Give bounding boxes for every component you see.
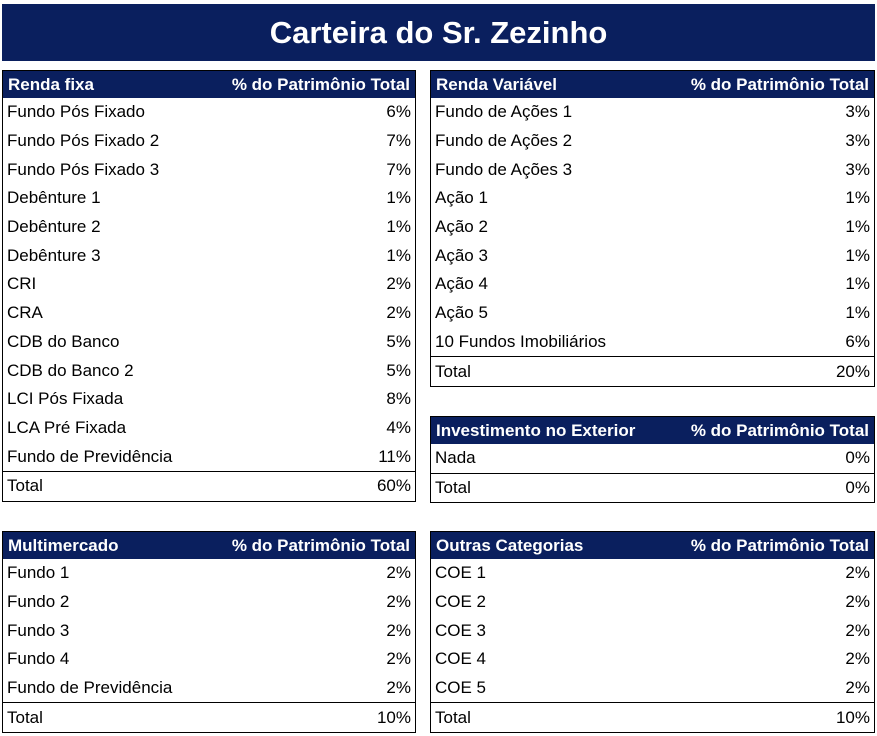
table-row — [3, 414, 415, 443]
row-percent: 2% — [386, 678, 411, 698]
row-percent: 2% — [845, 620, 870, 640]
row-name: CRA — [7, 303, 43, 323]
row-name: Ação 4 — [435, 274, 488, 294]
table-header — [431, 532, 874, 559]
row-name: Debênture 2 — [7, 217, 101, 237]
row-percent: 2% — [386, 274, 411, 294]
row-percent: 2% — [386, 563, 411, 583]
row-percent: 6% — [386, 102, 411, 122]
row-percent: 2% — [386, 592, 411, 612]
total-label: Total — [7, 476, 43, 496]
row-percent: 1% — [386, 245, 411, 265]
row-percent: 7% — [386, 131, 411, 151]
total-row — [3, 471, 415, 501]
row-percent: 3% — [845, 159, 870, 179]
table-row — [3, 213, 415, 242]
row-percent: 2% — [386, 649, 411, 669]
table-header — [431, 71, 874, 98]
table-row — [3, 184, 415, 213]
column-header-percent: % do Patrimônio Total — [231, 74, 410, 94]
table-header — [3, 71, 415, 98]
column-header-percent: % do Patrimônio Total — [690, 74, 869, 94]
table-row — [3, 270, 415, 299]
row-name: Ação 1 — [435, 188, 488, 208]
table-header-label: Outras Categorias — [436, 535, 584, 555]
row-name: Fundo 4 — [7, 649, 70, 669]
row-percent: 1% — [845, 188, 870, 208]
table-header — [3, 532, 415, 559]
row-name: Fundo de Ações 1 — [435, 102, 573, 122]
row-name: Fundo 2 — [7, 592, 70, 612]
table-header-label: Multimercado — [8, 535, 119, 555]
table-row — [431, 616, 874, 645]
row-name: Fundo 3 — [7, 620, 70, 640]
column-header-percent: % do Patrimônio Total — [690, 535, 869, 555]
row-name: CRI — [7, 274, 37, 294]
table-row — [3, 559, 415, 588]
row-percent: 2% — [845, 678, 870, 698]
table-row — [3, 588, 415, 617]
total-percent: 20% — [835, 361, 870, 381]
row-percent: 4% — [386, 417, 411, 437]
row-name: Ação 3 — [435, 245, 488, 265]
row-percent: 6% — [845, 331, 870, 351]
table-row — [3, 299, 415, 328]
table-row — [3, 645, 415, 674]
row-percent: 11% — [378, 446, 411, 466]
row-name: COE 4 — [435, 649, 487, 669]
table-row — [3, 98, 415, 127]
total-row — [3, 702, 415, 732]
row-name: COE 5 — [435, 678, 487, 698]
row-percent: 1% — [845, 303, 870, 323]
row-name: COE 3 — [435, 620, 487, 640]
renda-variavel-table — [430, 70, 875, 387]
row-name: 10 Fundos Imobiliários — [435, 331, 607, 351]
table-row — [431, 184, 874, 213]
row-name: Fundo 1 — [7, 563, 70, 583]
renda-fixa-table — [2, 70, 416, 502]
row-percent: 5% — [386, 360, 411, 380]
row-percent: 1% — [845, 217, 870, 237]
row-name: Nada — [435, 448, 476, 468]
table-row — [3, 127, 415, 156]
row-name: CDB do Banco 2 — [7, 360, 134, 380]
total-label: Total — [435, 707, 471, 727]
row-name: Fundo Pós Fixado 3 — [7, 159, 160, 179]
row-name: Ação 2 — [435, 217, 488, 237]
row-name: LCA Pré Fixada — [7, 417, 127, 437]
table-row — [431, 674, 874, 703]
total-percent: 10% — [835, 707, 870, 727]
row-percent: 2% — [386, 620, 411, 640]
table-row — [3, 385, 415, 414]
total-row — [431, 473, 874, 503]
row-percent: 1% — [386, 188, 411, 208]
table-row — [3, 616, 415, 645]
table-row — [431, 155, 874, 184]
row-name: Fundo Pós Fixado — [7, 102, 145, 122]
row-name: COE 1 — [435, 563, 487, 583]
column-header-percent: % do Patrimônio Total — [231, 535, 410, 555]
row-name: LCI Pós Fixada — [7, 389, 124, 409]
row-name: Fundo Pós Fixado 2 — [7, 131, 160, 151]
table-row — [431, 299, 874, 328]
table-row — [431, 328, 874, 357]
row-name: CDB do Banco — [7, 331, 120, 351]
table-header — [431, 417, 874, 444]
total-row — [431, 356, 874, 386]
total-label: Total — [435, 478, 471, 498]
row-name: Fundo de Previdência — [7, 678, 173, 698]
row-percent: 2% — [845, 592, 870, 612]
table-row — [3, 356, 415, 385]
table-row — [431, 559, 874, 588]
table-row — [3, 674, 415, 703]
row-name: Ação 5 — [435, 303, 488, 323]
table-header-label: Renda Variável — [436, 74, 557, 94]
table-row — [431, 241, 874, 270]
table-row — [431, 444, 874, 473]
row-percent: 2% — [845, 563, 870, 583]
row-percent: 7% — [386, 159, 411, 179]
total-percent: 10% — [376, 707, 411, 727]
investimento-exterior-table — [430, 416, 875, 503]
table-row — [431, 645, 874, 674]
row-percent: 0% — [845, 448, 870, 468]
column-header-percent: % do Patrimônio Total — [690, 420, 869, 440]
row-name: Fundo de Ações 3 — [435, 159, 573, 179]
multimercado-table — [2, 531, 416, 733]
row-percent: 5% — [386, 331, 411, 351]
row-percent: 8% — [386, 389, 411, 409]
row-percent: 2% — [386, 303, 411, 323]
table-row — [431, 588, 874, 617]
row-percent: 2% — [845, 649, 870, 669]
row-name: Fundo de Ações 2 — [435, 131, 573, 151]
row-percent: 1% — [845, 245, 870, 265]
table-row — [3, 241, 415, 270]
table-header-label: Investimento no Exterior — [436, 420, 636, 440]
total-percent: 0% — [845, 478, 870, 498]
row-name: Debênture 1 — [7, 188, 101, 208]
row-percent: 3% — [845, 102, 870, 122]
row-name: COE 2 — [435, 592, 487, 612]
table-row — [3, 442, 415, 471]
total-percent: 60% — [376, 476, 411, 496]
table-row — [3, 328, 415, 357]
total-label: Total — [435, 361, 471, 381]
table-row — [431, 270, 874, 299]
row-percent: 3% — [845, 131, 870, 151]
page-title: Carteira do Sr. Zezinho — [2, 4, 875, 61]
row-name: Fundo de Previdência — [7, 446, 173, 466]
total-row — [431, 702, 874, 732]
table-row — [431, 213, 874, 242]
table-header-label: Renda fixa — [8, 74, 94, 94]
table-row — [3, 155, 415, 184]
table-row — [431, 98, 874, 127]
table-row — [431, 127, 874, 156]
total-label: Total — [7, 707, 43, 727]
row-percent: 1% — [386, 217, 411, 237]
row-name: Debênture 3 — [7, 245, 101, 265]
row-percent: 1% — [845, 274, 870, 294]
outras-categorias-table — [430, 531, 875, 733]
